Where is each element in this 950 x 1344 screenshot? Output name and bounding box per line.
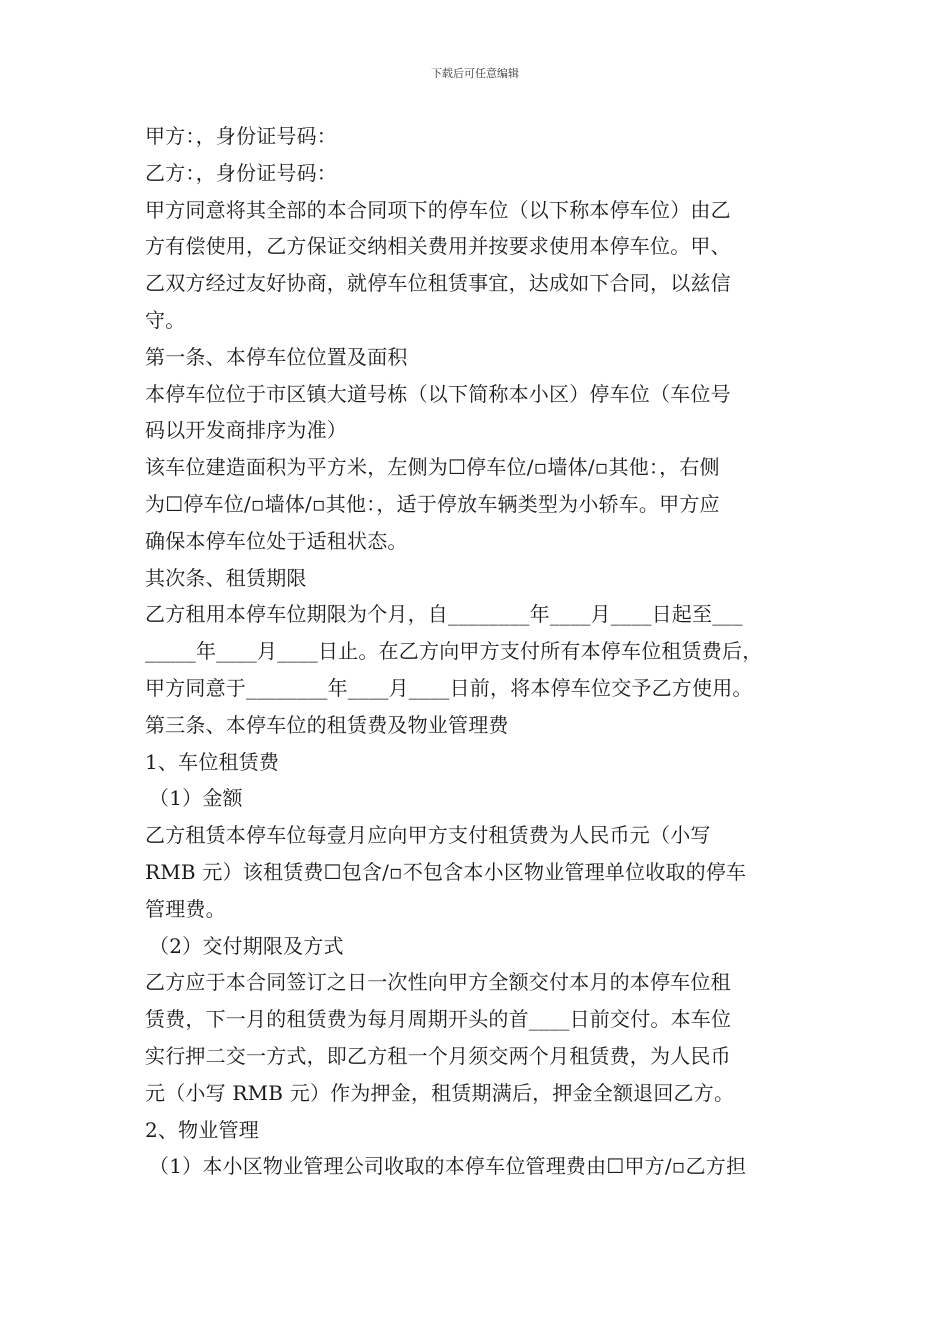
article-1-text: 为☐停车位/▫墙体/▫其他：，适于停放车辆类型为小轿车。甲方应 <box>145 491 720 516</box>
rent-amount-text: 管理费。 <box>145 896 226 921</box>
payment-terms-text: 赁费，下一月的租赁费为每月周期开头的首____日前交付。本车位 <box>145 1007 732 1032</box>
page-header: 下载后可任意编辑 <box>431 67 519 80</box>
article-2-heading: 其次条、租赁期限 <box>145 565 307 590</box>
article-2-text: 甲方同意于________年____月____日前，将本停车位交予乙方使用。 <box>145 675 753 700</box>
payment-terms-text: 乙方应于本合同签订之日一次性向甲方全额交付本月的本停车位租 <box>145 970 731 995</box>
preamble-line: 甲方同意将其全部的本合同项下的停车位（以下称本停车位）由乙 <box>145 197 731 222</box>
article-1-text: 本停车位位于市区镇大道号栋（以下简称本小区）停车位（车位号 <box>145 381 731 406</box>
rent-amount-text: 乙方租赁本停车位每壹月应向甲方支付租赁费为人民币元（小写 <box>145 823 711 848</box>
article-2-text: 乙方租用本停车位期限为个月，自________年____月____日起至___ <box>145 602 743 627</box>
rent-amount-text: RMB 元）该租赁费☐包含/▫不包含本小区物业管理单位收取的停车 <box>145 859 747 884</box>
party-b-line: 乙方：，身份证号码： <box>145 160 337 185</box>
property-management-text: （1）本小区物业管理公司收取的本停车位管理费由☐甲方/▫乙方担 <box>149 1154 747 1179</box>
payment-terms-text: 元（小写 RMB 元）作为押金，租赁期满后，押金全额退回乙方。 <box>145 1080 735 1105</box>
article-1-text: 确保本停车位处于适租状态。 <box>145 528 408 553</box>
article-2-text: _____年____月____日止。在乙方向甲方支付所有本停车位租赁费后， <box>145 639 763 664</box>
subsection-heading: （2）交付期限及方式 <box>149 933 344 958</box>
subsection-heading: （1）金额 <box>149 786 243 811</box>
preamble-line: 乙双方经过友好协商，就停车位租赁事宜，达成如下合同，以兹信 <box>145 271 731 296</box>
article-1-heading: 第一条、本停车位位置及面积 <box>145 344 408 369</box>
payment-terms-text: 实行押二交一方式，即乙方租一个月须交两个月租赁费，为人民币 <box>145 1043 731 1068</box>
document-body <box>145 118 810 1185</box>
section-heading: 1、车位租赁费 <box>145 749 280 774</box>
preamble-line: 守。 <box>145 307 186 332</box>
preamble-line: 方有偿使用，乙方保证交纳相关费用并按要求使用本停车位。甲、 <box>145 234 731 259</box>
article-1-text: 该车位建造面积为平方米，左侧为☐停车位/▫墙体/▫其他：，右侧 <box>145 455 720 480</box>
article-3-heading: 第三条、本停车位的租赁费及物业管理费 <box>145 712 509 737</box>
party-a-line: 甲方：，身份证号码： <box>145 124 337 148</box>
article-1-text: 码以开发商排序为准） <box>145 418 347 443</box>
section-heading: 2、物业管理 <box>145 1117 259 1142</box>
